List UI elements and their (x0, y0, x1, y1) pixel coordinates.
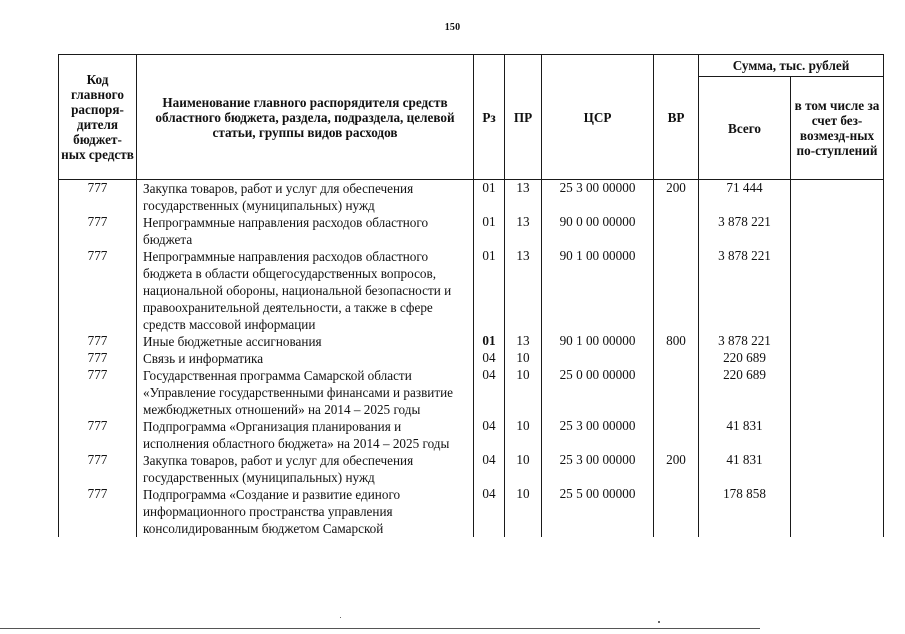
cell-gratuitous (791, 333, 884, 350)
header-gratuitous: в том числе за счет без-возмезд-ных по-ступлений (791, 77, 884, 180)
cell-code: 777 (59, 452, 137, 486)
cell-rz: 01 (474, 333, 505, 350)
cell-pr: 10 (505, 486, 542, 537)
table-row (59, 248, 884, 333)
cell-pr: 10 (505, 418, 542, 452)
cell-pr: 13 (505, 248, 542, 333)
cell-pr: 13 (505, 180, 542, 215)
cell-name: Закупка товаров, работ и услуг для обеспечения государственных (муниципальных) нужд (137, 452, 474, 486)
header-total: Всего (699, 77, 791, 180)
cell-csr: 25 3 00 00000 (542, 180, 654, 215)
cell-csr: 90 1 00 00000 (542, 248, 654, 333)
cell-gratuitous (791, 367, 884, 418)
cell-csr: 90 0 00 00000 (542, 214, 654, 248)
scan-speck (340, 617, 341, 618)
cell-gratuitous (791, 452, 884, 486)
cell-total: 3 878 221 (699, 214, 791, 248)
scan-speck (658, 621, 660, 623)
table-body (59, 180, 884, 538)
cell-code: 777 (59, 486, 137, 537)
cell-total: 41 831 (699, 452, 791, 486)
cell-code: 777 (59, 418, 137, 452)
cell-code: 777 (59, 248, 137, 333)
header-name: Наименование главного распорядителя средств областного бюджета, раздела, подраздела, целевой статьи, группы видов расходов (137, 55, 474, 180)
cell-name: Непрограммные направления расходов областного бюджета в области общегосударственных вопросов, национальной обороны, национальной безопасности и правоохранительной деятельности, а также в сфере средств массовой информации (137, 248, 474, 333)
cell-csr: 25 5 00 00000 (542, 486, 654, 537)
cell-name: Подпрограмма «Создание и развитие единого информационного пространства управления консолидированным бюджетом Самарской (137, 486, 474, 537)
cell-vr (654, 486, 699, 537)
header-pr: ПР (505, 55, 542, 180)
table-row (59, 350, 884, 367)
table-row (59, 367, 884, 418)
cell-vr (654, 214, 699, 248)
cell-total: 220 689 (699, 350, 791, 367)
cell-pr: 10 (505, 452, 542, 486)
table-row (59, 486, 884, 537)
cell-rz: 04 (474, 418, 505, 452)
cell-pr: 13 (505, 214, 542, 248)
budget-table (58, 54, 884, 537)
cell-code: 777 (59, 214, 137, 248)
cell-name: Связь и информатика (137, 350, 474, 367)
cell-name: Закупка товаров, работ и услуг для обеспечения государственных (муниципальных) нужд (137, 180, 474, 215)
cell-csr (542, 350, 654, 367)
header-rz: Рз (474, 55, 505, 180)
header-sum: Сумма, тыс. рублей (699, 55, 884, 77)
header-csr: ЦСР (542, 55, 654, 180)
cell-total: 71 444 (699, 180, 791, 215)
cell-vr: 200 (654, 452, 699, 486)
cell-vr (654, 367, 699, 418)
cell-csr: 25 0 00 00000 (542, 367, 654, 418)
cell-code: 777 (59, 350, 137, 367)
cell-rz: 01 (474, 180, 505, 215)
cell-total: 41 831 (699, 418, 791, 452)
table-row (59, 333, 884, 350)
cell-name: Иные бюджетные ассигнования (137, 333, 474, 350)
page-number: 150 (444, 22, 461, 33)
cell-name: Государственная программа Самарской области «Управление государственными финансами и развитие межбюджетных отношений» на 2014 – 2025 годы (137, 367, 474, 418)
cell-rz: 04 (474, 452, 505, 486)
cell-gratuitous (791, 486, 884, 537)
cell-code: 777 (59, 333, 137, 350)
cell-gratuitous (791, 350, 884, 367)
header-vr: ВР (654, 55, 699, 180)
cell-csr: 25 3 00 00000 (542, 418, 654, 452)
cell-total: 220 689 (699, 367, 791, 418)
cell-total: 178 858 (699, 486, 791, 537)
cell-vr (654, 418, 699, 452)
cell-rz: 04 (474, 486, 505, 537)
cell-csr: 25 3 00 00000 (542, 452, 654, 486)
cell-rz: 04 (474, 350, 505, 367)
cell-rz: 04 (474, 367, 505, 418)
cell-gratuitous (791, 248, 884, 333)
cell-vr (654, 248, 699, 333)
cell-pr: 13 (505, 333, 542, 350)
cell-total: 3 878 221 (699, 248, 791, 333)
cell-pr: 10 (505, 367, 542, 418)
cell-code: 777 (59, 367, 137, 418)
header-code: Код главного распоря-дителя бюджет-ных средств (59, 55, 137, 180)
cell-code: 777 (59, 180, 137, 215)
cell-pr: 10 (505, 350, 542, 367)
cell-rz: 01 (474, 214, 505, 248)
cell-name: Подпрограмма «Организация планирования и исполнения областного бюджета» на 2014 – 2025 годы (137, 418, 474, 452)
cell-csr: 90 1 00 00000 (542, 333, 654, 350)
cell-vr (654, 350, 699, 367)
table-row (59, 180, 884, 215)
bottom-rule (0, 628, 760, 629)
table-row (59, 452, 884, 486)
cell-name: Непрограммные направления расходов областного бюджета (137, 214, 474, 248)
cell-vr: 800 (654, 333, 699, 350)
cell-gratuitous (791, 418, 884, 452)
cell-gratuitous (791, 214, 884, 248)
cell-vr: 200 (654, 180, 699, 215)
cell-total: 3 878 221 (699, 333, 791, 350)
table-row (59, 418, 884, 452)
cell-gratuitous (791, 180, 884, 215)
cell-rz: 01 (474, 248, 505, 333)
table-header (59, 55, 884, 180)
table-row (59, 214, 884, 248)
